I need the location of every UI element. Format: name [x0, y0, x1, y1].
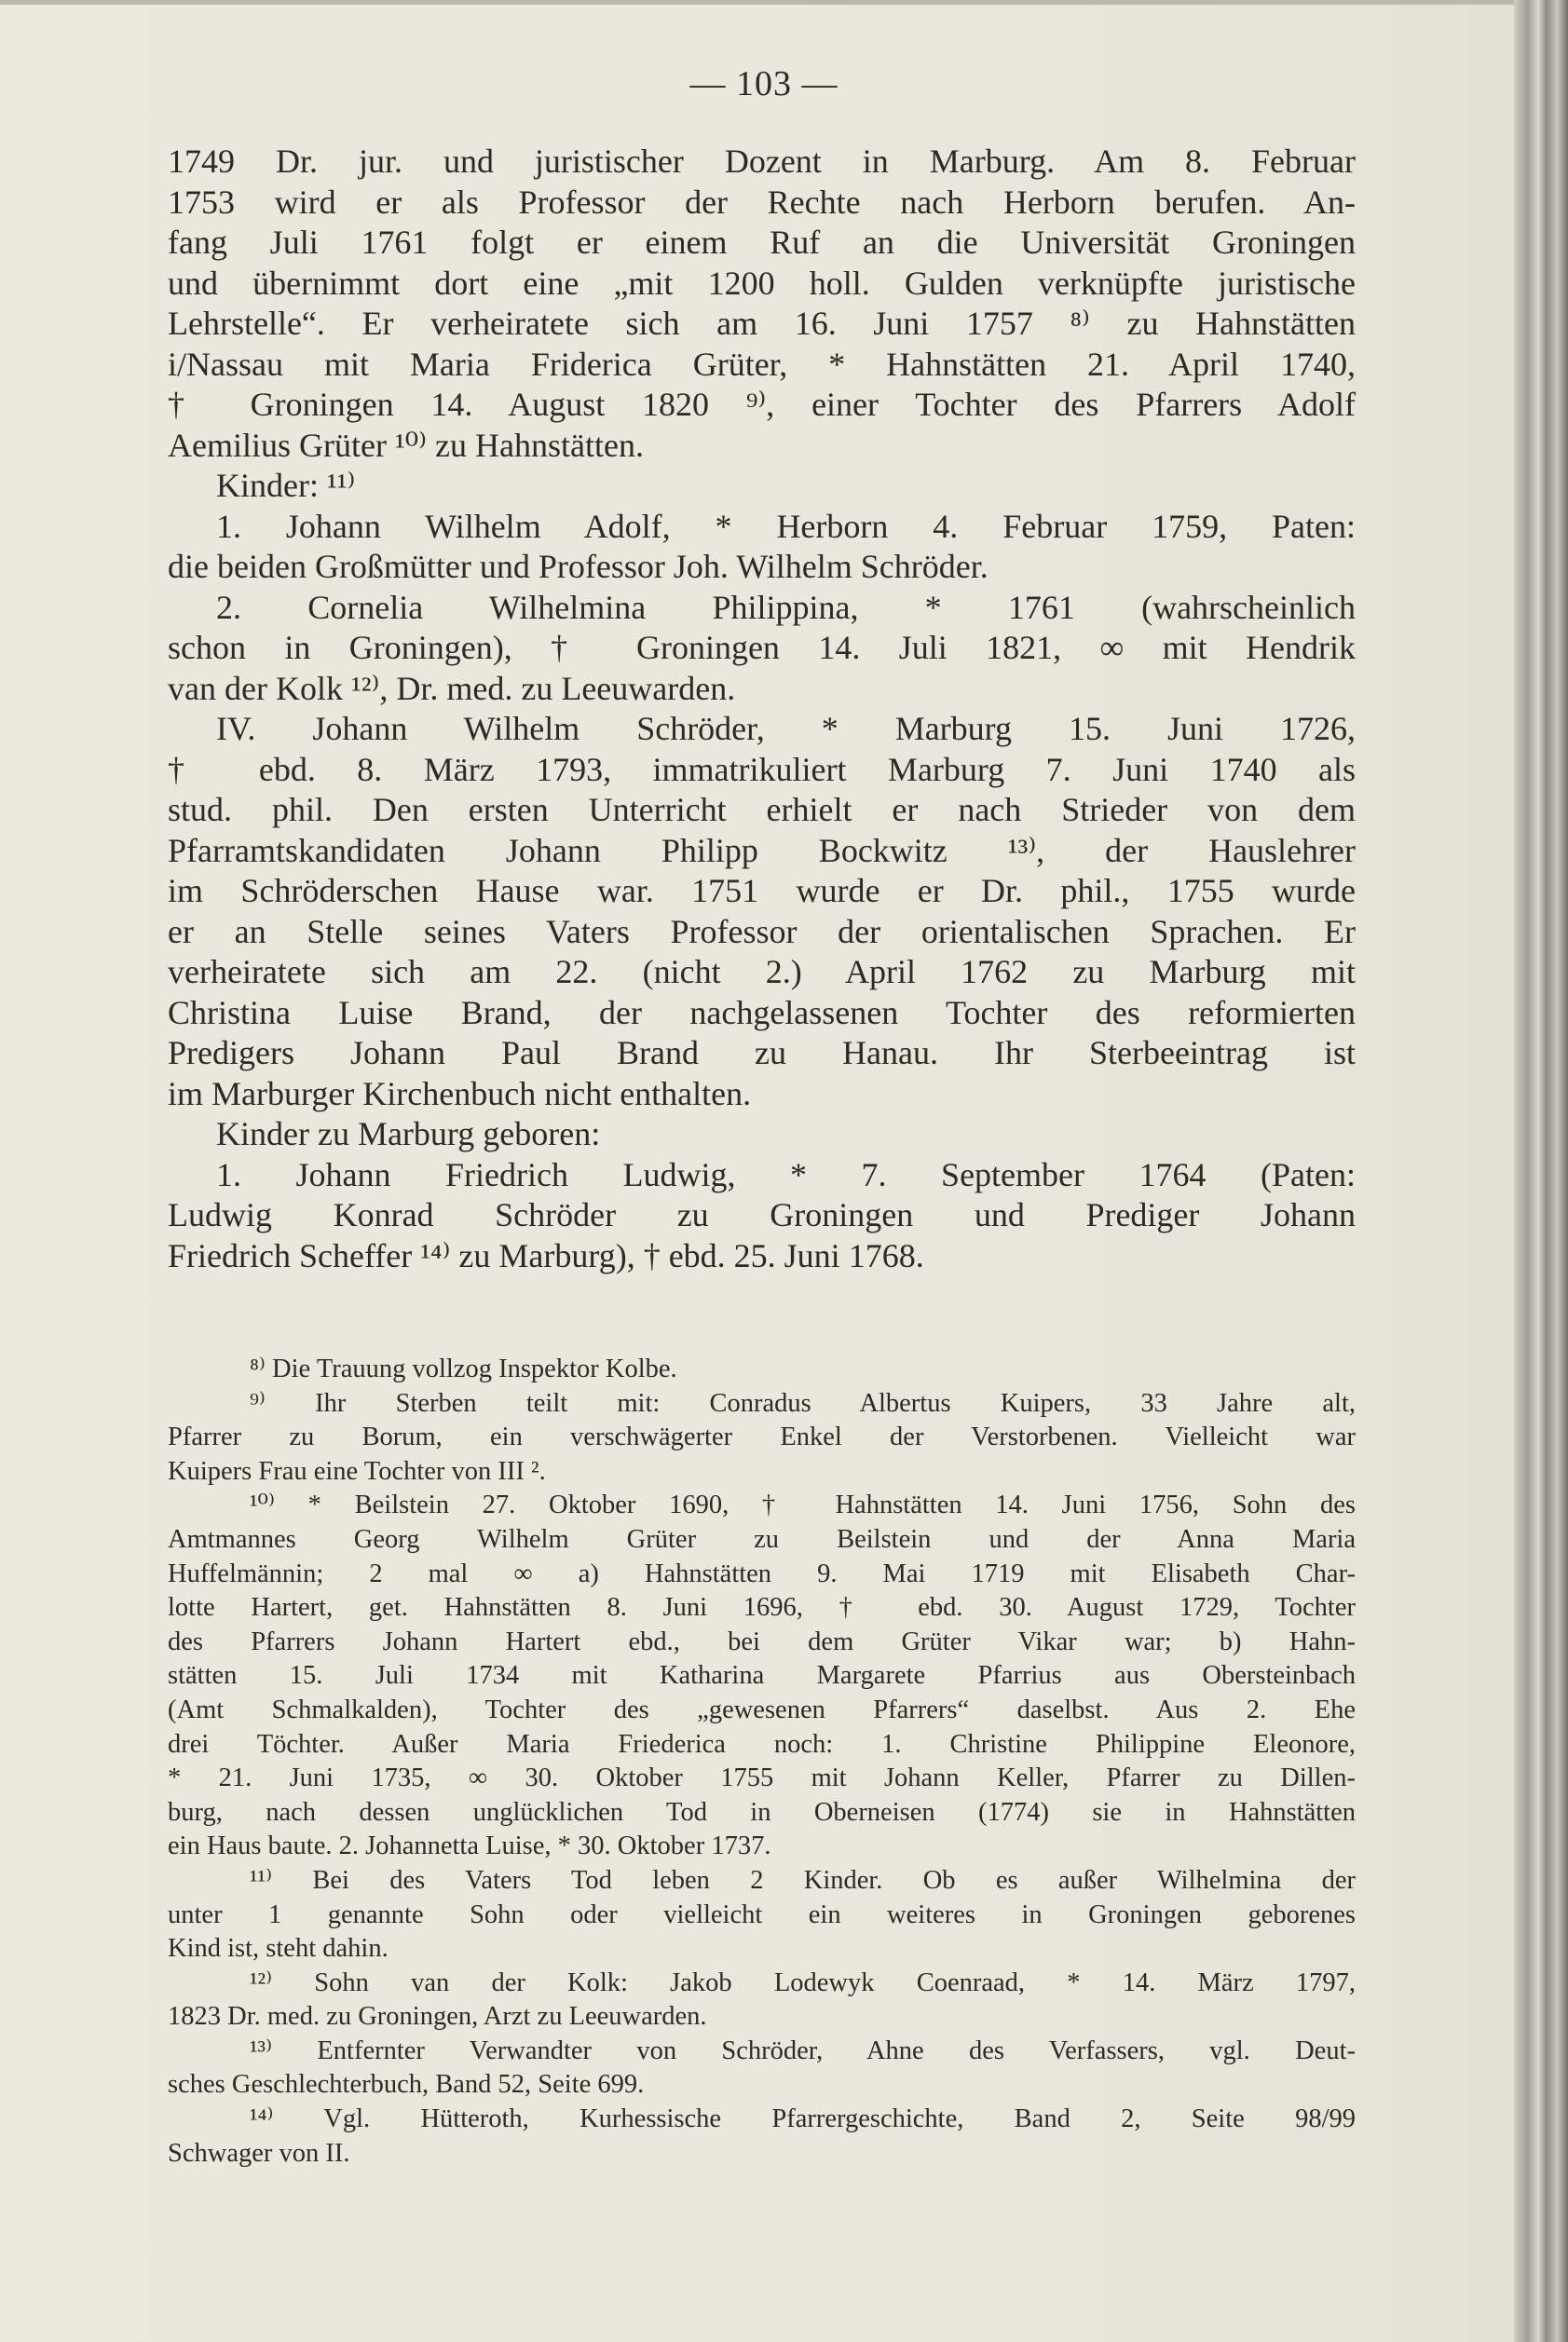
footnote-line: ¹²⁾ Sohn van der Kolk: Jakob Lodewyk Coenraad, * 14. März 1797, [250, 1968, 1356, 1997]
body-text-line: im Schröderschen Hause war. 1751 wurde er Dr. phil., 1755 wurde [168, 872, 1356, 909]
body-text-line: und übernimmt dort eine „mit 1200 holl. Gulden verknüpfte juristische [168, 264, 1356, 302]
footnote-paragraph [168, 1353, 1356, 1387]
footnotes [168, 1353, 1356, 2171]
footnote-line: Amtmannes Georg Wilhelm Grüter zu Beilstein und der Anna Maria [168, 1524, 1356, 1554]
footnote-line: 1823 Dr. med. zu Groningen, Arzt zu Leeuwarden. [168, 2002, 707, 2032]
body-text-line: 1. Johann Wilhelm Adolf, * Herborn 4. Februar 1759, Paten: [216, 507, 1356, 545]
footnote-paragraph [168, 1387, 1356, 1490]
footnote-line: Pfarrer zu Borum, ein verschwägerter Enkel der Verstorbenen. Vielleicht war [168, 1423, 1356, 1452]
footnote-line: stätten 15. Juli 1734 mit Katharina Margarete Pfarrius aus Obersteinbach [168, 1661, 1356, 1691]
body-text-line: Friedrich Scheffer ¹⁴⁾ zu Marburg), † ebd. 25. Juni 1768. [168, 1236, 924, 1274]
body-text-paragraph [168, 142, 1356, 466]
page-number: — 103 — [689, 64, 839, 103]
body-text-line: Predigers Johann Paul Brand zu Hanau. Ihr Sterbeeintrag ist [168, 1034, 1356, 1071]
body-text-line: Ludwig Konrad Schröder zu Groningen und Prediger Johann [168, 1196, 1356, 1233]
body-text-line: i/Nassau mit Maria Friderica Grüter, * Hahnstätten 21. April 1740, [168, 345, 1356, 383]
footnote-line: unter 1 genannte Sohn oder vielleicht ein weiteres in Groningen geborenes [168, 1899, 1356, 1929]
body-text-line: Kinder zu Marburg geboren: [216, 1115, 601, 1152]
footnote-paragraph [168, 2035, 1356, 2103]
body-text-line: IV. Johann Wilhelm Schröder, * Marburg 15. Juni 1726, [216, 710, 1356, 747]
body-text-line: er an Stelle seines Vaters Professor der orientalischen Sprachen. Er [168, 912, 1356, 950]
footnote-line: Kuipers Frau eine Tochter von III ². [168, 1456, 546, 1486]
footnote-line: sches Geschlechterbuch, Band 52, Seite 699. [168, 2070, 645, 2100]
footnote-line: ¹⁰⁾ * Beilstein 27. Oktober 1690, † Hahnstätten 14. Juni 1756, Sohn des [250, 1491, 1356, 1520]
footnote-line: ¹⁴⁾ Vgl. Hütteroth, Kurhessische Pfarrergeschichte, Band 2, Seite 98/99 [250, 2104, 1356, 2134]
footnote-line: * 21. Juni 1735, ∞ 30. Oktober 1755 mit Johann Keller, Pfarrer zu Dillen- [168, 1763, 1356, 1793]
book-binding-edge [1514, 0, 1568, 2342]
footnote-paragraph [168, 1967, 1356, 2035]
footnote-paragraph [168, 1489, 1356, 1864]
body-text-line: verheiratete sich am 22. (nicht 2.) April 1762 zu Marburg mit [168, 953, 1356, 990]
body-text-line: † Groningen 14. August 1820 ⁹⁾, einer Tochter des Pfarrers Adolf [168, 386, 1356, 423]
body-text-line: Kinder: ¹¹⁾ [216, 467, 356, 504]
body-text-line: fang Juli 1761 folgt er einem Ruf an die Universität Groningen [168, 224, 1356, 261]
body-text-paragraph [168, 588, 1356, 710]
main-text [168, 142, 1356, 1276]
footnote-line: lotte Hartert, get. Hahnstätten 8. Juni 1696, † ebd. 30. August 1729, Tochter [168, 1593, 1356, 1623]
footnote-line: Schwager von II. [168, 2138, 350, 2168]
body-text-line: stud. phil. Den ersten Unterricht erhielt er nach Strieder von dem [168, 791, 1356, 828]
body-text-line: schon in Groningen), † Groningen 14. Juli 1821, ∞ mit Hendrik [168, 629, 1356, 666]
body-text-line: 1753 wird er als Professor der Rechte nach Herborn berufen. An- [168, 183, 1356, 221]
footnote-line: (Amt Schmalkalden), Tochter des „gewesenen Pfarrers“ daselbst. Aus 2. Ehe [168, 1695, 1356, 1724]
footnote-paragraph [168, 1864, 1356, 1967]
footnote-line: drei Töchter. Außer Maria Friederica noch: 1. Christine Philippine Eleonore, [168, 1729, 1356, 1759]
body-text-line: im Marburger Kirchenbuch nicht enthalten. [168, 1074, 752, 1112]
body-text-paragraph [168, 507, 1356, 588]
body-text-paragraph [168, 1114, 1356, 1155]
body-text-paragraph [168, 1155, 1356, 1277]
footnote-line: ⁸⁾ Die Trauung vollzog Inspektor Kolbe. [250, 1355, 677, 1383]
body-text-line: 2. Cornelia Wilhelmina Philippina, * 1761 (wahrscheinlich [216, 588, 1356, 626]
body-text-line: † ebd. 8. März 1793, immatrikuliert Marburg 7. Juni 1740 als [168, 750, 1356, 788]
body-text-line: 1. Johann Friedrich Ludwig, * 7. September 1764 (Paten: [216, 1155, 1356, 1193]
footnote-line: ¹¹⁾ Bei des Vaters Tod leben 2 Kinder. Ob es außer Wilhelmina der [250, 1865, 1356, 1895]
body-text-line: Lehrstelle“. Er verheiratete sich am 16. Juni 1757 ⁸⁾ zu Hahnstätten [168, 305, 1356, 342]
body-text-paragraph [168, 709, 1356, 1114]
body-text-line: die beiden Großmütter und Professor Joh. Wilhelm Schröder. [168, 548, 989, 585]
footnote-line: des Pfarrers Johann Hartert ebd., bei dem Grüter Vikar war; b) Hahn- [168, 1627, 1356, 1656]
body-text-line: 1749 Dr. jur. und juristischer Dozent in Marburg. Am 8. Februar [168, 143, 1356, 180]
body-text-paragraph [168, 466, 1356, 507]
body-text-line: Christina Luise Brand, der nachgelassenen Tochter des reformierten [168, 993, 1356, 1031]
footnote-line: burg, nach dessen unglücklichen Tod in Oberneisen (1774) sie in Hahnstätten [168, 1797, 1356, 1827]
footnote-line: ein Haus baute. 2. Johannetta Luise, * 30. Oktober 1737. [168, 1831, 771, 1861]
footnote-paragraph [168, 2103, 1356, 2171]
body-text-line: Aemilius Grüter ¹⁰⁾ zu Hahnstätten. [168, 426, 644, 464]
footnote-line: ¹³⁾ Entfernter Verwandter von Schröder, Ahne des Verfassers, vgl. Deut- [250, 2036, 1356, 2065]
page-top-edge [0, 0, 1568, 5]
footnote-line: ⁹⁾ Ihr Sterben teilt mit: Conradus Albertus Kuipers, 33 Jahre alt, [250, 1388, 1356, 1418]
body-text-line: van der Kolk ¹²⁾, Dr. med. zu Leeuwarden. [168, 669, 736, 707]
footnote-line: Kind ist, steht dahin. [168, 1934, 389, 1964]
body-text-line: Pfarramtskandidaten Johann Philipp Bockwitz ¹³⁾, der Hauslehrer [168, 831, 1356, 869]
footnote-line: Huffelmännin; 2 mal ∞ a) Hahnstätten 9. Mai 1719 mit Elisabeth Char- [168, 1559, 1356, 1588]
